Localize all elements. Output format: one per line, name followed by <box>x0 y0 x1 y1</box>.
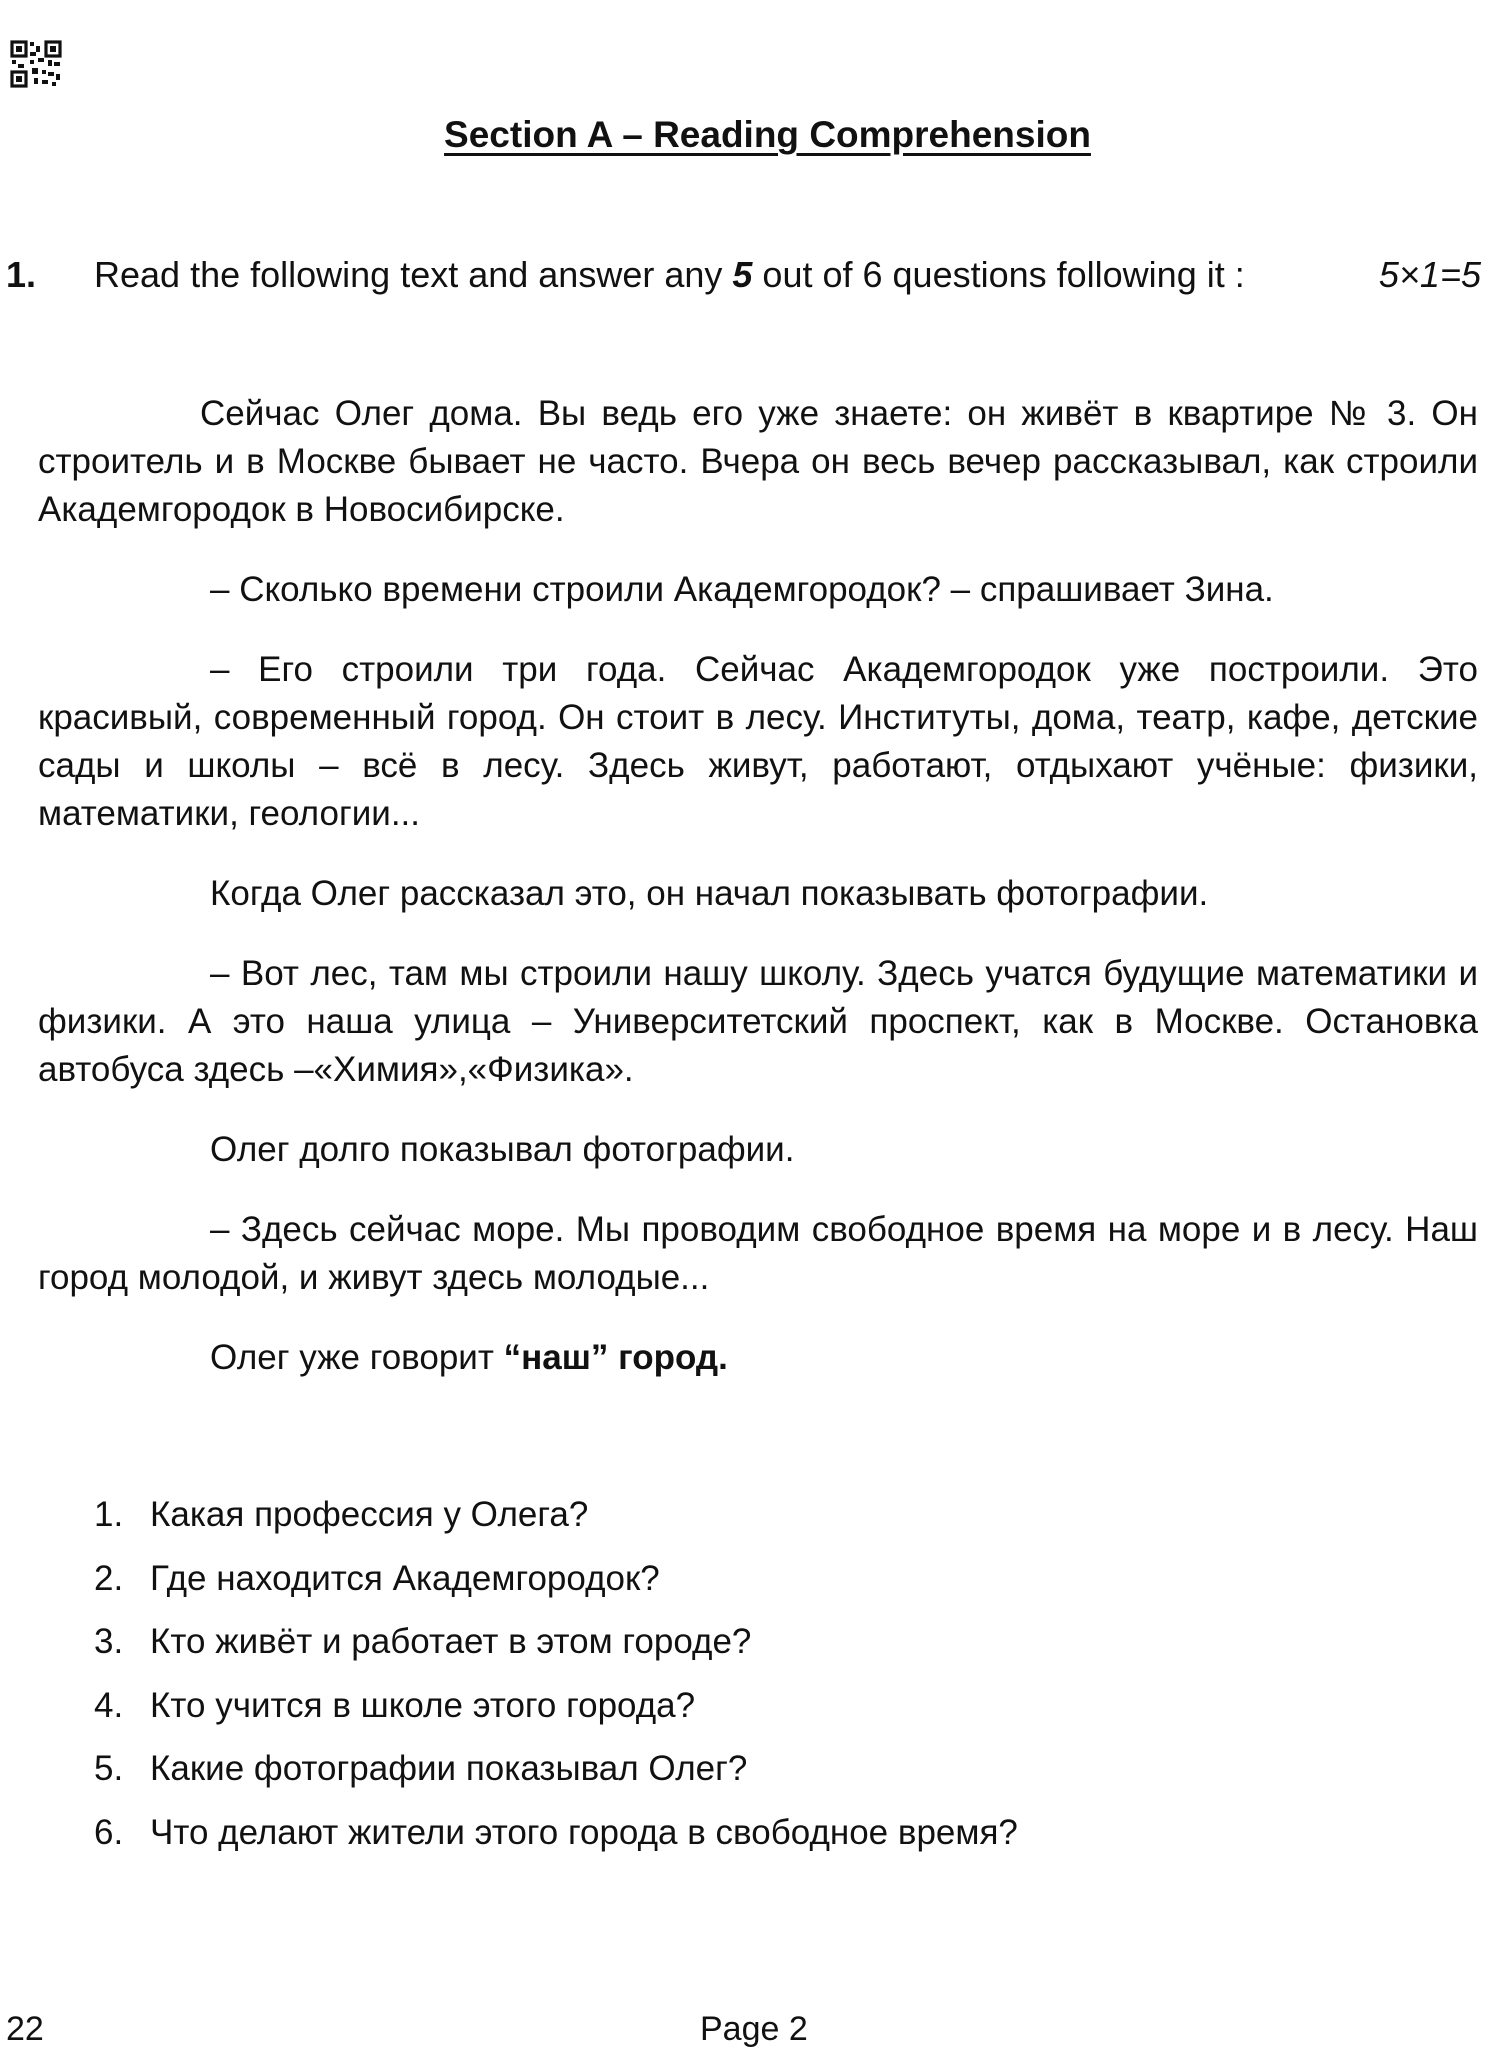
passage-paragraph-8 <box>38 1334 1478 1382</box>
question-item-text: Что делают жители этого города в свободное время? <box>150 1812 1018 1852</box>
question-item-text: Какие фотографии показывал Олег? <box>150 1749 748 1789</box>
question-item-number: 5. <box>94 1749 124 1789</box>
list-item <box>94 1559 1394 1623</box>
question-header <box>0 254 1505 304</box>
question-list <box>94 1495 1394 1877</box>
instruction-part-1: Read the following text and answer any <box>94 254 733 295</box>
instruction-bold-number: 5 <box>732 254 753 295</box>
passage-paragraph-1: Сейчас Олег дома. Вы ведь его уже знаете: он живёт в квартире № 3. Он строитель и в Москве бывает не часто. Вчера он весь вечер рассказывал, как строили Академгородок в Новосибирске. <box>38 394 1478 529</box>
passage-paragraph-6: Олег долго показывал фотографии. <box>210 1130 795 1169</box>
question-item-number: 1. <box>94 1495 124 1534</box>
passage-paragraph-2: – Сколько времени строили Академгородок? – спрашивает Зина. <box>210 570 1274 609</box>
qr-code-icon <box>10 40 62 88</box>
question-item-text: Кто живёт и работает в этом городе? <box>150 1622 752 1662</box>
question-item-number: 4. <box>94 1685 124 1725</box>
list-item <box>94 1749 1394 1813</box>
list-item <box>94 1813 1394 1877</box>
question-instruction <box>94 254 1245 296</box>
question-item-number: 2. <box>94 1558 124 1598</box>
passage-paragraph-5: – Вот лес, там мы строили нашу школу. Здесь учатся будущие математики и физики. А это наша улица – Университетский проспект, как в Москве. Остановка автобуса здесь –«Химия»,«Физика». <box>38 954 1478 1089</box>
question-item-text: Какая профессия у Олега? <box>150 1495 589 1534</box>
section-title: Section A – Reading Comprehension <box>444 114 1091 155</box>
paper-code: 22 <box>6 2010 44 2048</box>
question-item-text: Кто учится в школе этого города? <box>150 1685 696 1725</box>
paragraph-8-text: Олег уже говорит <box>210 1338 504 1377</box>
page-number: Page 2 <box>700 2010 808 2048</box>
instruction-part-2: out of 6 questions following it : <box>752 254 1245 295</box>
list-item <box>94 1686 1394 1750</box>
passage-paragraph-4: Когда Олег рассказал это, он начал показывать фотографии. <box>210 874 1209 913</box>
marks-label: 5×1=5 <box>1378 254 1481 295</box>
list-item <box>94 1622 1394 1686</box>
reading-passage <box>38 390 1478 1414</box>
question-item-text: Где находится Академгородок? <box>150 1558 660 1598</box>
passage-paragraph-3: – Его строили три года. Сейчас Академгородок уже построили. Это красивый, современный город. Он стоит в лесу. Институты, дома, театр, кафе, детские сады и школы – всё в лесу. Здесь живут, работают, отдыхают учёные: физики, математики, геологии... <box>38 650 1478 833</box>
question-item-number: 6. <box>94 1812 124 1852</box>
paragraph-8-bold: “наш” город. <box>503 1338 728 1377</box>
question-number: 1. <box>6 254 37 295</box>
list-item <box>94 1495 1394 1559</box>
question-item-number: 3. <box>94 1622 124 1662</box>
passage-paragraph-7: – Здесь сейчас море. Мы проводим свободное время на море и в лесу. Наш город молодой, и живут здесь молодые... <box>38 1210 1478 1297</box>
